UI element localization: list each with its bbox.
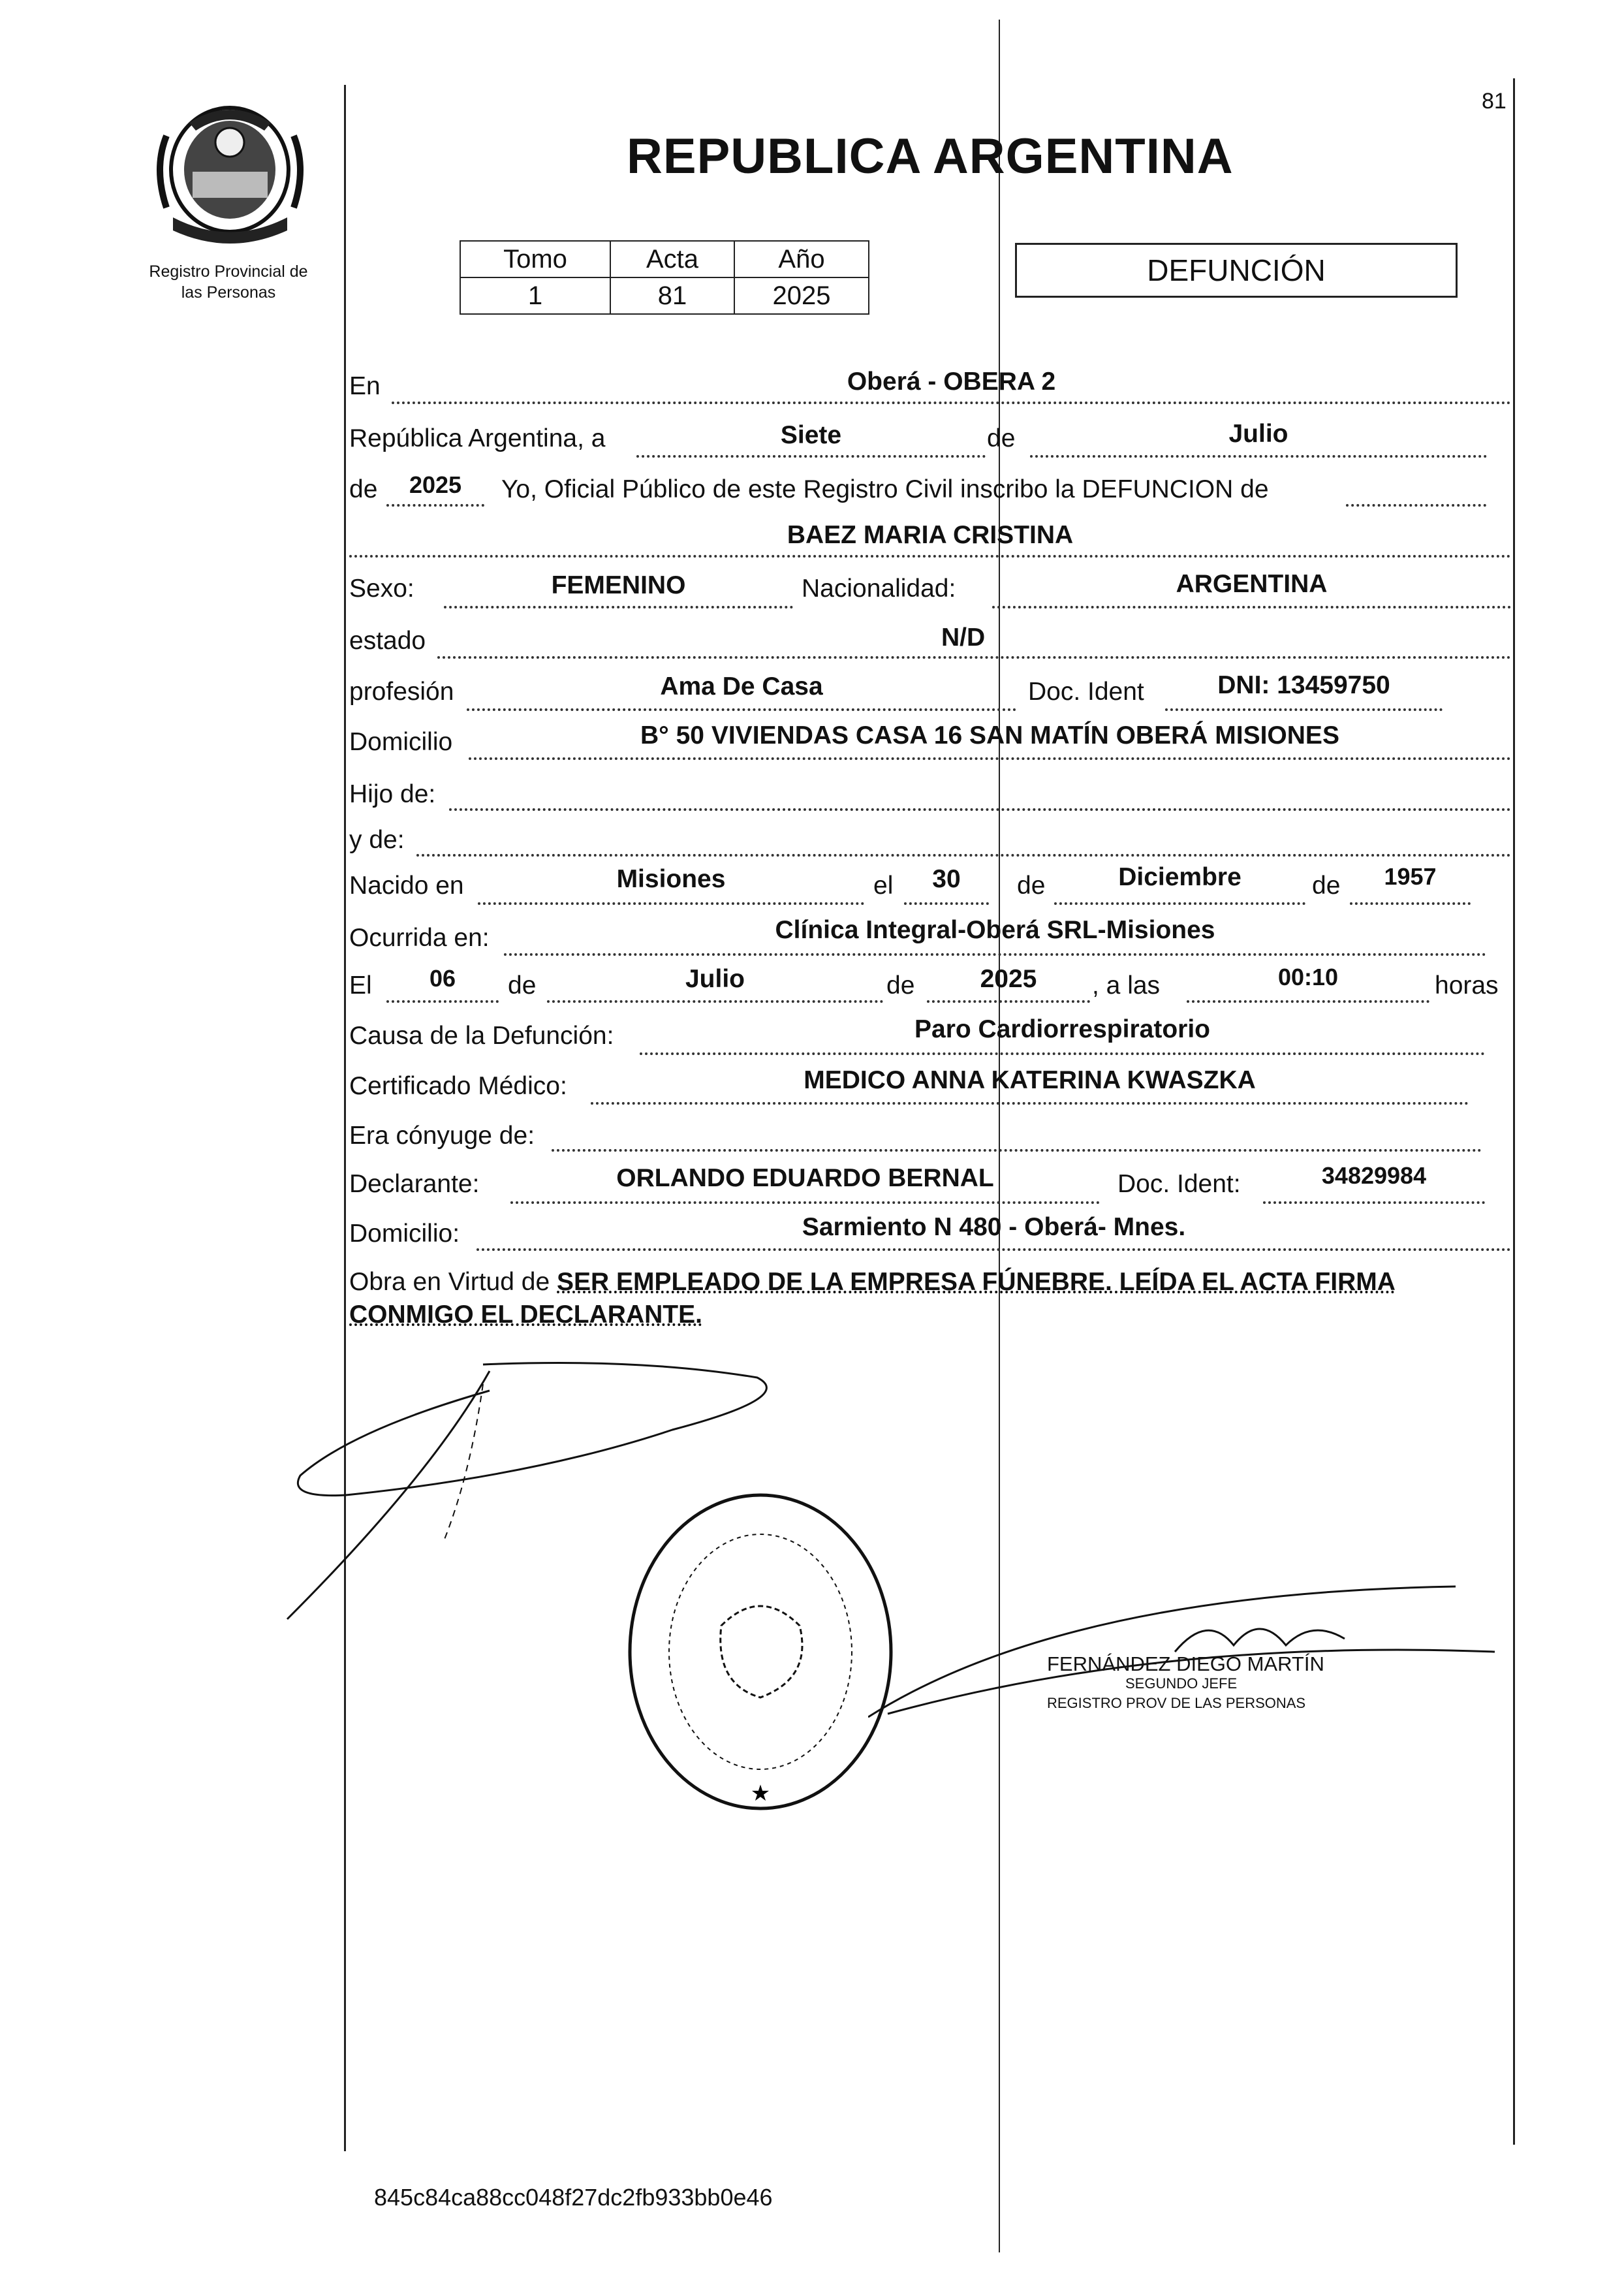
day-dotted-line	[636, 455, 986, 458]
death-time-dotted-line	[1187, 1000, 1429, 1003]
death-day-dotted-line	[386, 1000, 499, 1003]
acta-value: 81	[610, 277, 734, 314]
el-label-2: El	[349, 971, 372, 1000]
certificado-dotted-line	[591, 1102, 1469, 1105]
sexo-dotted-line	[444, 606, 793, 608]
obra-value-line2: CONMIGO EL DECLARANTE.	[349, 1301, 702, 1329]
profesion-label: profesión	[349, 678, 454, 706]
causa-label: Causa de la Defunción:	[349, 1022, 614, 1050]
el-label: el	[873, 872, 894, 900]
official-role: SEGUNDO JEFE	[1125, 1675, 1238, 1692]
obra-statement	[349, 1268, 1396, 1297]
death-year-dotted-line	[927, 1000, 1090, 1003]
a-las-label: , a las	[1092, 971, 1161, 1000]
estado-dotted-line	[437, 656, 1511, 659]
nacionalidad-dotted-line	[992, 606, 1511, 608]
ocurrida-dotted-line	[504, 953, 1486, 956]
de-label-4: de	[508, 971, 537, 1000]
left-margin-line	[344, 85, 346, 2151]
month-dotted-line	[1030, 455, 1487, 458]
causa-value: Paro Cardiorrespiratorio	[914, 1015, 1210, 1043]
hijo-label: Hijo de:	[349, 780, 436, 808]
birth-day: 30	[932, 865, 961, 893]
official-name: FERNÁNDEZ DIEGO MARTÍN	[1047, 1652, 1324, 1675]
obra-value-line1: SER EMPLEADO DE LA EMPRESA FÚNEBRE. LEÍDA EL ACTA FIRMA	[557, 1268, 1396, 1296]
profesion-dotted-line	[467, 708, 1016, 711]
doc-label: Doc. Ident	[1028, 678, 1144, 706]
republica-label: República Argentina, a	[349, 424, 606, 452]
center-fold-line	[999, 20, 1000, 2252]
domicilio2-label: Domicilio:	[349, 1220, 460, 1248]
table-header-row	[460, 241, 869, 277]
ano-header: Año	[734, 241, 869, 277]
certificado-value: MEDICO ANNA KATERINA KWASZKA	[804, 1066, 1256, 1094]
estado-label: estado	[349, 627, 426, 655]
sexo-label: Sexo:	[349, 575, 414, 603]
table-value-row	[460, 277, 869, 314]
page-title: REPUBLICA ARGENTINA	[627, 129, 1234, 184]
declarante-label: Declarante:	[349, 1170, 480, 1198]
de-label-3: de	[1312, 872, 1341, 900]
de-label-2: de	[1017, 872, 1046, 900]
day-value: Siete	[780, 421, 842, 449]
horas-label: horas	[1435, 971, 1499, 1000]
yo-text: Yo, Oficial Público de este Registro Civil inscribo la DEFUNCION de	[501, 475, 1269, 503]
ocurrida-value: Clínica Integral-Oberá SRL-Misiones	[775, 916, 1215, 944]
conyuge-dotted-line	[552, 1149, 1482, 1152]
svg-text:★: ★	[750, 1780, 771, 1807]
doc-value: DNI: 13459750	[1217, 671, 1390, 699]
month-value: Julio	[1228, 420, 1288, 448]
tomo-acta-ano-table	[460, 240, 869, 315]
domicilio-dotted-line	[469, 757, 1511, 760]
registry-label	[117, 261, 339, 303]
nacido-dotted-line	[478, 902, 864, 905]
birth-month-dotted-line	[1054, 902, 1305, 905]
causa-dotted-line	[640, 1052, 1485, 1055]
nacionalidad-value: ARGENTINA	[1176, 570, 1328, 598]
ano-value: 2025	[734, 277, 869, 314]
declarante-doc-dotted-line	[1263, 1201, 1485, 1204]
tomo-header: Tomo	[460, 241, 610, 277]
page-number: 81	[1482, 89, 1507, 114]
domicilio2-value: Sarmiento N 480 - Oberá- Mnes.	[802, 1213, 1186, 1241]
domicilio2-dotted-line	[476, 1248, 1511, 1251]
y-de-dotted-line	[416, 854, 1511, 857]
ocurrida-label: Ocurrida en:	[349, 924, 490, 952]
year-dotted-line	[386, 504, 484, 507]
official-stamp-text	[1047, 1654, 1324, 1713]
birth-month: Diciembre	[1118, 863, 1241, 891]
deceased-name: BAEZ MARIA CRISTINA	[787, 521, 1074, 549]
declarante-value: ORLANDO EDUARDO BERNAL	[616, 1164, 994, 1192]
en-label: En	[349, 372, 381, 400]
official-office: REGISTRO PROV DE LAS PERSONAS	[1047, 1695, 1306, 1711]
death-month-dotted-line	[547, 1000, 883, 1003]
name-dotted-line	[349, 555, 1511, 558]
registry-label-line1: Registro Provincial de	[149, 262, 308, 281]
death-month: Julio	[685, 965, 745, 993]
en-dotted-line	[392, 402, 1511, 404]
obra-statement-line2	[349, 1301, 702, 1329]
birth-year: 1957	[1384, 863, 1437, 890]
acta-header: Acta	[610, 241, 734, 277]
domicilio-label: Domicilio	[349, 728, 453, 756]
hijo-dotted-line	[449, 808, 1511, 811]
declarante-doc: 34829984	[1321, 1162, 1427, 1189]
tomo-value: 1	[460, 277, 610, 314]
y-de-label: y de:	[349, 826, 405, 854]
nacido-label: Nacido en	[349, 872, 464, 900]
doc-dotted-line	[1165, 708, 1443, 711]
birth-day-dotted-line	[904, 902, 989, 905]
en-value: Oberá - OBERA 2	[847, 368, 1056, 396]
nacionalidad-label: Nacionalidad:	[802, 575, 956, 603]
death-day: 06	[429, 965, 456, 992]
registry-label-line2: las Personas	[181, 283, 276, 302]
yo-dotted-line	[1346, 504, 1486, 507]
death-time: 00:10	[1277, 964, 1339, 990]
sexo-value: FEMENINO	[551, 571, 686, 599]
death-year: 2025	[980, 965, 1037, 993]
doc-label-2: Doc. Ident:	[1117, 1170, 1241, 1198]
record-type-box: DEFUNCIÓN	[1015, 243, 1458, 298]
estado-value: N/D	[941, 623, 986, 652]
document-hash: 845c84ca88cc048f27dc2fb933bb0e46	[374, 2184, 773, 2211]
right-margin-line	[1513, 78, 1515, 2145]
birth-year-dotted-line	[1350, 902, 1471, 905]
nacido-value: Misiones	[616, 865, 726, 893]
official-seal-icon	[623, 1489, 898, 1815]
de-label-5: de	[886, 971, 915, 1000]
de-label: de	[987, 424, 1016, 452]
obra-label: Obra en Virtud de	[349, 1268, 550, 1296]
domicilio-value: B° 50 VIVIENDAS CASA 16 SAN MATÍN OBERÁ MISIONES	[640, 721, 1339, 749]
provincial-emblem-icon	[147, 97, 313, 247]
year-prefix-label: de	[349, 475, 378, 503]
year-value: 2025	[409, 471, 462, 498]
conyuge-label: Era cónyuge de:	[349, 1122, 535, 1150]
certificado-label: Certificado Médico:	[349, 1072, 567, 1100]
profesion-value: Ama De Casa	[660, 672, 823, 701]
declarante-dotted-line	[510, 1201, 1100, 1204]
